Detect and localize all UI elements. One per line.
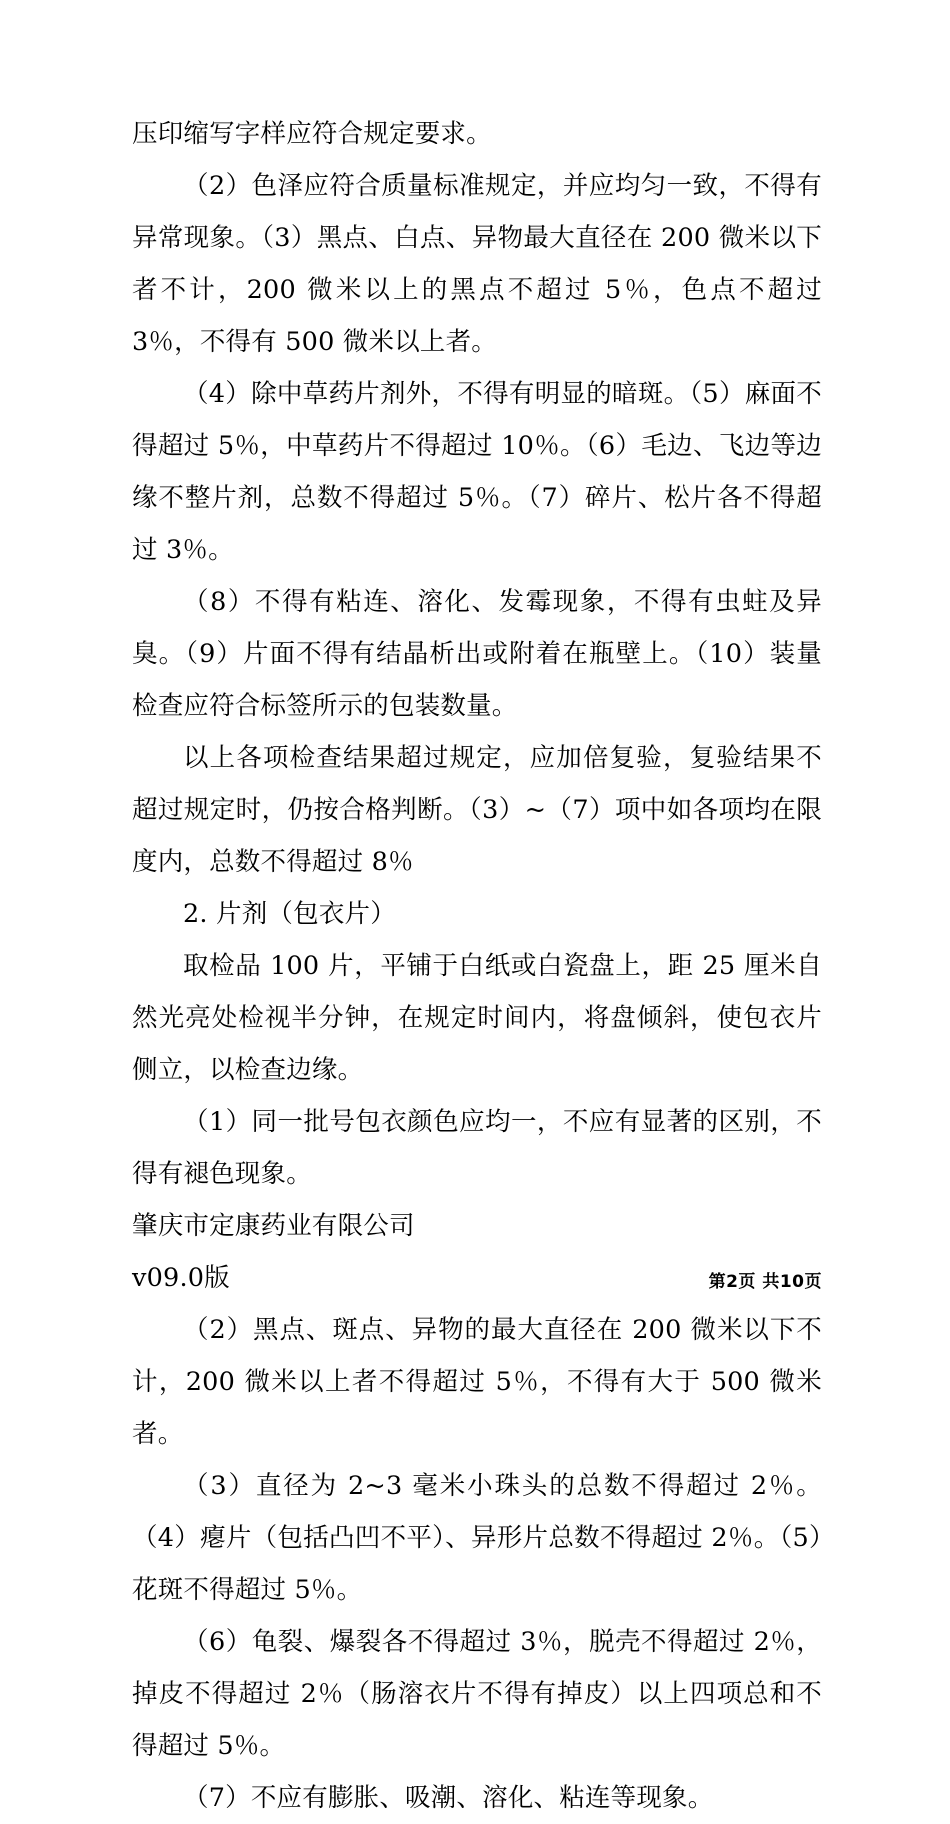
paragraph-section-heading: 2. 片剂（包衣片） bbox=[183, 899, 396, 929]
document-body bbox=[132, 108, 822, 1824]
paragraph: （3）直径为 2~3 毫米小珠头的总数不得超过 2％。（4）瘪片（包括凸凹不平）、异形片总数不得超过 2％。（5）花斑不得超过 5％。 bbox=[132, 1471, 822, 1605]
paragraph: 取检品 100 片，平铺于白纸或白瓷盘上，距 25 厘米自然光亮处检视半分钟，在规定时间内，将盘倾斜，使包衣片侧立，以检查边缘。 bbox=[132, 951, 822, 1085]
paragraph: （2）黑点、斑点、异物的最大直径在 200 微米以下不计，200 微米以上者不得超过 5％，不得有大于 500 微米者。 bbox=[132, 1315, 822, 1449]
paragraph: （6）龟裂、爆裂各不得超过 3％，脱壳不得超过 2％，掉皮不得超过 2％（肠溶衣片不得有掉皮）以上四项总和不得超过 5％。 bbox=[132, 1627, 822, 1761]
footer-current-page: 2 bbox=[726, 1272, 739, 1292]
paragraph: （8）不得有粘连、溶化、发霉现象，不得有虫蛀及异臭。（9）片面不得有结晶析出或附着在瓶壁上。（10）装量检查应符合标签所示的包装数量。 bbox=[132, 587, 822, 721]
footer-total-pages: 10 bbox=[779, 1272, 805, 1292]
paragraph: （1）同一批号包衣颜色应均一，不应有显著的区别，不得有褪色现象。 bbox=[132, 1107, 822, 1189]
page-footer bbox=[709, 1267, 822, 1292]
paragraph: 压印缩写字样应符合规定要求。 bbox=[132, 119, 492, 149]
paragraph-company-name: 肇庆市定康药业有限公司 bbox=[132, 1211, 415, 1241]
paragraph: （2）色泽应符合质量标准规定，并应均匀一致，不得有异常现象。（3）黑点、白点、异物最大直径在 200 微米以下者不计，200 微米以上的黑点不超过 5％，色点不超过 3％，不得有 500 微米以上者。 bbox=[132, 171, 822, 357]
footer-suffix: 页 bbox=[804, 1272, 822, 1292]
paragraph: 以上各项检查结果超过规定，应加倍复验，复验结果不超过规定时，仍按合格判断。（3）~（7）项中如各项均在限度内，总数不得超过 8％ bbox=[132, 743, 822, 877]
paragraph-version: v09.0版 bbox=[132, 1263, 230, 1293]
footer-prefix: 第 bbox=[708, 1272, 727, 1292]
paragraph: （7）不应有膨胀、吸潮、溶化、粘连等现象。 bbox=[183, 1783, 714, 1813]
footer-middle: 页 共 bbox=[738, 1272, 780, 1292]
paragraph: （4）除中草药片剂外，不得有明显的暗斑。（5）麻面不得超过 5％，中草药片不得超过 10％。（6）毛边、飞边等边缘不整片剂，总数不得超过 5％。（7）碎片、松片各不得超过 3％。 bbox=[132, 379, 822, 565]
